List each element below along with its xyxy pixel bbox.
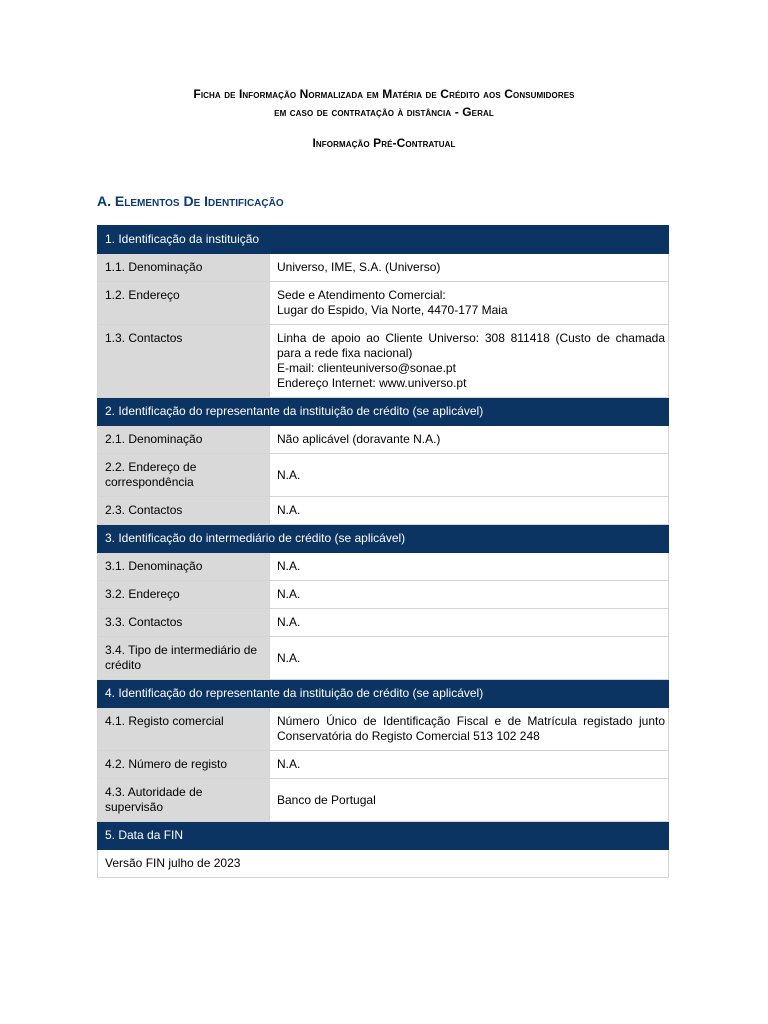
row-value: N.A. <box>270 553 669 581</box>
row-label: 4.1. Registo comercial <box>98 708 270 751</box>
section-heading: A. Elementos De Identificação <box>97 193 284 209</box>
row-value: Não aplicável (doravante N.A.) <box>270 426 669 454</box>
row-value: N.A. <box>270 637 669 680</box>
table-row <box>98 751 669 779</box>
row-label: 4.2. Número de registo <box>98 751 270 779</box>
address-line: Lugar do Espido, Via Norte, 4470-177 Maia <box>277 303 508 317</box>
table-row <box>98 637 669 680</box>
contact-website: Endereço Internet: www.universo.pt <box>277 376 467 390</box>
contact-email: E-mail: clienteuniverso@sonae.pt <box>277 361 456 375</box>
row-value: N.A. <box>270 581 669 609</box>
identification-table <box>97 225 669 878</box>
row-value: N.A. <box>270 751 669 779</box>
section-header: 1. Identificação da instituição <box>98 226 669 254</box>
table-row <box>98 609 669 637</box>
table-row <box>98 850 669 878</box>
fin-version: Versão FIN julho de 2023 <box>98 850 669 878</box>
section-header-row <box>98 226 669 254</box>
table-row <box>98 708 669 751</box>
row-value: N.A. <box>270 609 669 637</box>
row-value: Universo, IME, S.A. (Universo) <box>270 254 669 282</box>
row-value: N.A. <box>270 454 669 497</box>
section-header-row <box>98 525 669 553</box>
section-header-row <box>98 680 669 708</box>
table-row <box>98 426 669 454</box>
row-value <box>270 282 669 325</box>
row-value: N.A. <box>270 497 669 525</box>
row-label: 4.3. Autoridade de supervisão <box>98 779 270 822</box>
row-label: 1.1. Denominação <box>98 254 270 282</box>
document-title-line2: em caso de contratação à distância - Geral <box>274 105 494 119</box>
table-row <box>98 497 669 525</box>
table-row <box>98 282 669 325</box>
row-value <box>270 325 669 398</box>
row-label: 3.4. Tipo de intermediário de crédito <box>98 637 270 680</box>
table-row <box>98 581 669 609</box>
row-label: 3.3. Contactos <box>98 609 270 637</box>
section-header-row <box>98 398 669 426</box>
contact-phone: Linha de apoio ao Cliente Universo: 308 811418 (Custo de chamada para a rede fixa nacional) <box>277 331 665 360</box>
row-label: 2.1. Denominação <box>98 426 270 454</box>
table-row <box>98 254 669 282</box>
row-label: 1.3. Contactos <box>98 325 270 398</box>
row-value: Número Único de Identificação Fiscal e de Matrícula registado junto Conservatória do Registo Comercial 513 102 248 <box>270 708 669 751</box>
document-title: Ficha de Informação Normalizada em Matéria de Crédito aos Consumidores <box>193 87 575 101</box>
row-label: 3.1. Denominação <box>98 553 270 581</box>
row-label: 3.2. Endereço <box>98 581 270 609</box>
table-row <box>98 454 669 497</box>
document-subtitle: Informação Pré-Contratual <box>312 136 456 150</box>
table-row <box>98 779 669 822</box>
row-label: 2.3. Contactos <box>98 497 270 525</box>
row-label: 1.2. Endereço <box>98 282 270 325</box>
table-row <box>98 325 669 398</box>
section-header: 3. Identificação do intermediário de crédito (se aplicável) <box>98 525 669 553</box>
section-header-row <box>98 822 669 850</box>
table-row <box>98 553 669 581</box>
address-line: Sede e Atendimento Comercial: <box>277 288 446 302</box>
row-value: Banco de Portugal <box>270 779 669 822</box>
section-header: 2. Identificação do representante da instituição de crédito (se aplicável) <box>98 398 669 426</box>
row-label: 2.2. Endereço de correspondência <box>98 454 270 497</box>
section-header: 5. Data da FIN <box>98 822 669 850</box>
section-header: 4. Identificação do representante da instituição de crédito (se aplicável) <box>98 680 669 708</box>
